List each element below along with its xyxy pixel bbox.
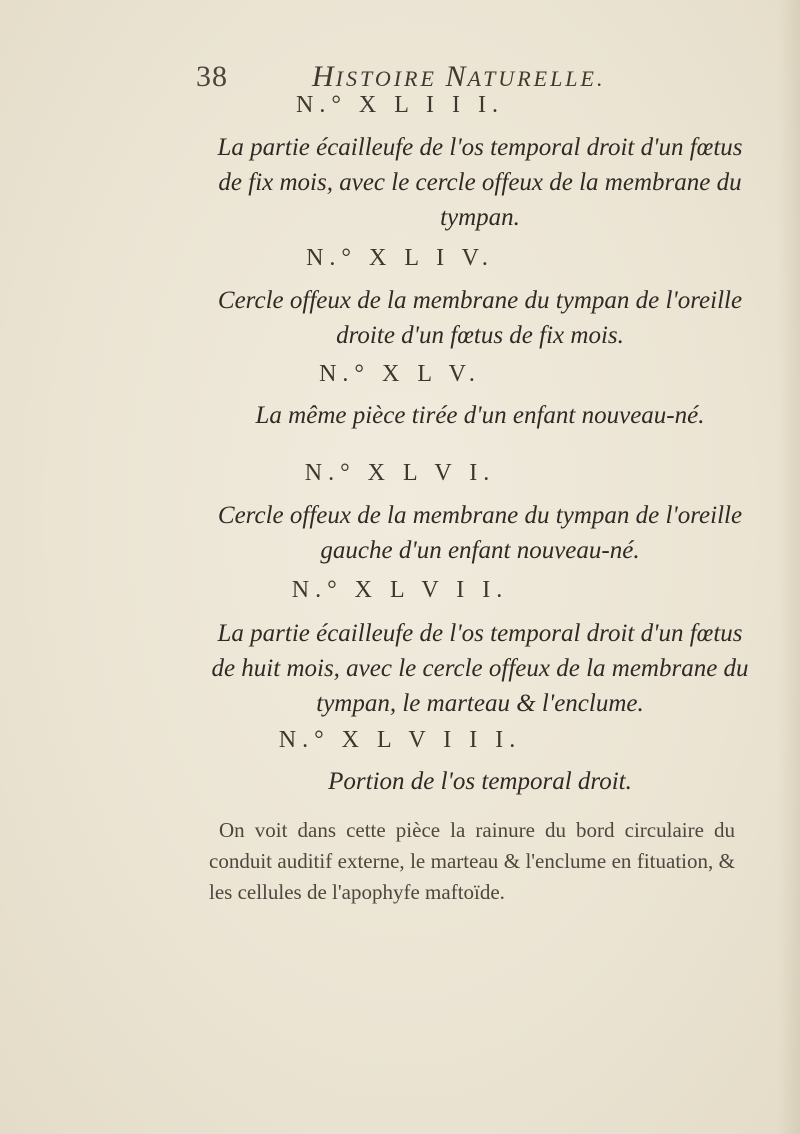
entry-caption-48: Portion de l'os temporal droit. bbox=[328, 768, 632, 795]
entry-number-48: N.° X L V I I I. bbox=[278, 727, 522, 753]
entry-caption-47: La partie écailleufe de l'os temporal droit d'un fœtus de huit mois, avec le cercle offeux de la membrane du tympan, le marteau & l'enclume. bbox=[211, 620, 749, 717]
entry-number-44: N.° X L I V. bbox=[306, 245, 494, 271]
running-head bbox=[312, 60, 605, 94]
running-head-word-2: ATURELLE. bbox=[467, 66, 606, 91]
entry-number-45: N.° X L V. bbox=[319, 361, 481, 387]
entry-caption-46: Cercle offeux de la membrane du tympan de l'oreille gauche d'un enfant nouveau-né. bbox=[217, 502, 743, 564]
entry-number-43: N.° X L I I I. bbox=[295, 92, 504, 118]
page-gutter-shadow bbox=[778, 0, 800, 1134]
entry-caption-43: La partie écailleufe de l'os temporal droit d'un fœtus de fix mois, avec le cercle offeux de la membrane du tympan. bbox=[217, 134, 743, 231]
entry-caption-44: Cercle offeux de la membrane du tympan de l'oreille droite d'un fœtus de fix mois. bbox=[217, 287, 743, 349]
running-head-initial-1: H bbox=[312, 60, 336, 93]
page-number: 38 bbox=[196, 60, 228, 93]
entry-number-46: N.° X L V I. bbox=[304, 460, 496, 486]
entry-number-47: N.° X L V I I. bbox=[291, 577, 509, 603]
running-head-word-1: ISTOIRE bbox=[335, 66, 446, 91]
description-paragraph: On voit dans cette pièce la rainure du bord circulaire du conduit auditif externe, le marteau & l'enclume en fituation, & les cellules de l'apophyfe maftoïde. bbox=[209, 818, 735, 904]
running-head-initial-2: N bbox=[445, 60, 468, 93]
entry-caption-45: La même pièce tirée d'un enfant nouveau-né. bbox=[255, 402, 705, 429]
